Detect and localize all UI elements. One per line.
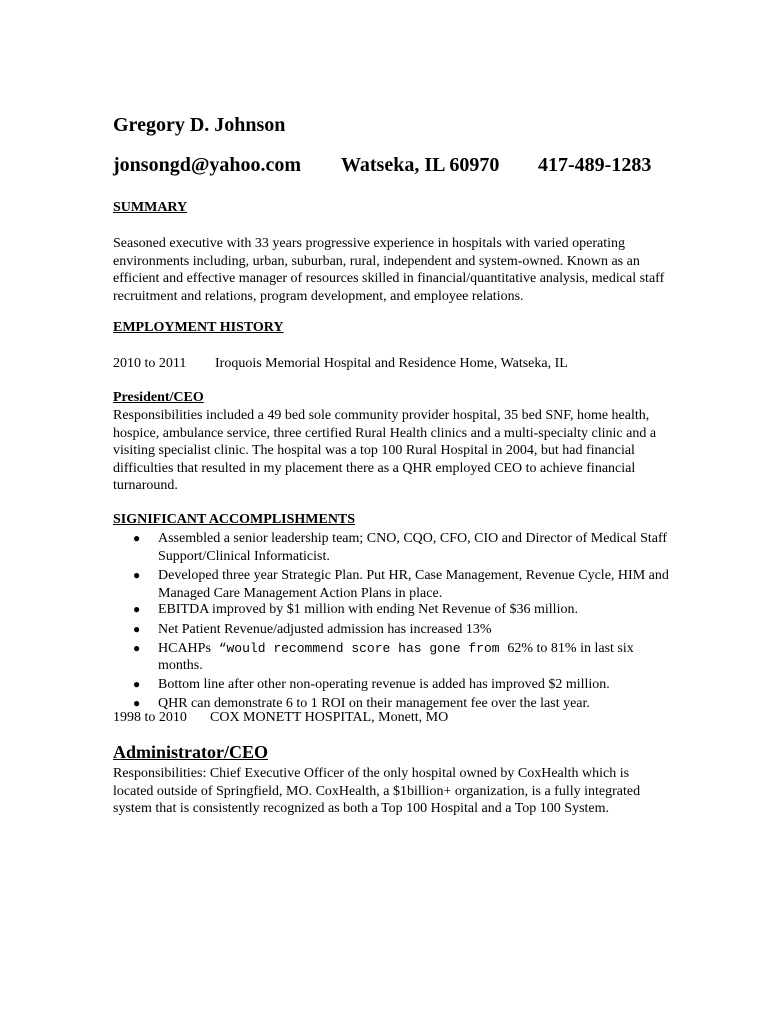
job2-dateline [113,710,448,726]
phone-number: 417-489-1283 [538,154,652,176]
job1-title: President/CEO [113,390,204,405]
summary-heading: SUMMARY [113,200,188,215]
job1-employer: Iroquois Memorial Hospital and Residence Home, Watseka, IL [215,356,568,371]
candidate-name: Gregory D. Johnson [113,114,286,136]
list-item: ● Bottom line after other non-operating revenue is added has improved $2 million. [133,676,610,692]
bullet-icon: ● [133,621,141,636]
hcahps-quote: “would recommend score has gone from [210,640,508,656]
bullet-icon: ● [133,531,141,545]
bullet-icon: ● [133,696,141,711]
bullet-icon: ● [133,568,141,583]
list-item: ● EBITDA improved by $1 million with ending Net Revenue of $36 million. [133,602,578,618]
job2-title: Administrator/CEO [113,742,268,762]
summary-text: Seasoned executive with 33 years progressive experience in hospitals with varied operating environments including, urban, suburban, rural, independent and system-owned. Known as an efficient and effective manager of resources skilled in financial/quantitative analysis, medical staff recruitment and relations, program development, and employee relations. [113,236,665,304]
location: Watseka, IL 60970 [341,154,500,176]
job2-employer: COX MONETT HOSPITAL, Monett, MO [210,710,449,725]
job2-dates: 1998 to 2010 [113,710,187,725]
list-item: ● Developed three year Strategic Plan. Put HR, Case Management, Revenue Cycle, HIM and Managed Care Management Action Plans in place. [133,568,669,601]
job1-dates: 2010 to 2011 [113,356,187,371]
list-item: ● QHR can demonstrate 6 to 1 ROI on their management fee over the last year. [133,696,590,712]
accomplishments-heading: SIGNIFICANT ACCOMPLISHMENTS [113,512,356,527]
list-item [113,640,673,675]
job1-dateline [113,356,568,372]
bullet-icon: ● [133,640,141,655]
employment-heading: EMPLOYMENT HISTORY [113,320,284,335]
list-item: ● Net Patient Revenue/adjusted admission has increased 13% [133,621,492,637]
bullet-icon: ● [133,676,141,691]
list-item: ● Assembled a senior leadership team; CNO, CQO, CFO, CIO and Director of Medical Staff Support/Clinical Informaticist. [133,531,668,564]
hcahps-prefix: HCAHPs [158,640,211,656]
email-address: jonsongd@yahoo.com [113,154,302,176]
bullet-icon: ● [133,602,141,617]
accomplishments-list [113,530,673,713]
job2-responsibilities: Responsibilities: Chief Executive Officer of the only hospital owned by CoxHealth which is located outside of Springfield, MO. CoxHealth, a $1billion+ organization, is a fully integrated system that is consistently recognized as both a Top 100 Hospital and a Top 100 System. [113,766,641,817]
job1-responsibilities: Responsibilities included a 49 bed sole community provider hospital, 35 bed SNF, home health, hospice, ambulance service, three certified Rural Health clinics and a multi-specialty clinic and a visiting specialist clinic. The hospital was a top 100 Rural Hospital in 2004, but had financial difficulties that resulted in my placement there as a QHR employed CEO to achieve financial turnaround. [113,408,657,494]
hcahps-suffix: 62% to 81% in last six months. [158,640,634,674]
